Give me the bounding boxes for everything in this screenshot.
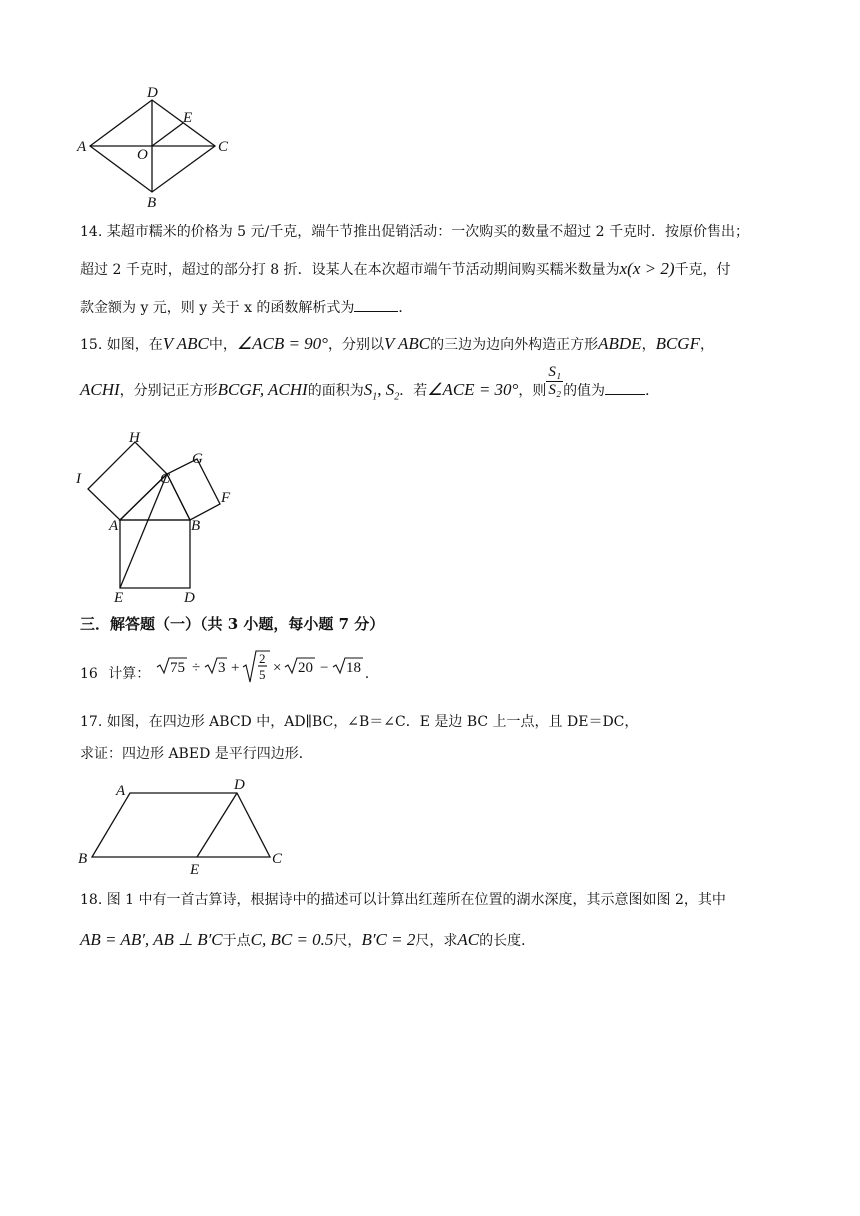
label-E: E [190,862,200,875]
q18-math-2: C, BC = 0.5 [250,930,334,949]
q18-text-1: 于点 [222,933,251,949]
q18-text-3: 尺，求 [415,933,458,949]
label-B: B [147,195,157,210]
q15-square-bcgf: BCGF [655,334,700,353]
q16-radicand-18: 18 [345,660,361,676]
q15-triangle-2: V ABC [383,334,431,353]
q18-math-3: B′C = 2 [361,930,416,949]
q16-frac-num: 2 [258,651,266,666]
q14-x-condition: x(x > 2) [619,259,675,278]
q15-text-d: 的三边为边向外构造正方形 [430,337,599,353]
q16-frac-den: 5 [258,667,266,682]
q16-radicand-75: 75 [169,660,185,676]
label-B: B [78,851,88,867]
q16-minus: − [319,660,329,676]
q15-text-c: ，分别以 [327,337,384,353]
q14-line3 [80,297,412,318]
q15-frac-num: S₁ [548,363,562,380]
q15-fraction [546,364,563,399]
q15-text-g: ．若 [399,383,428,399]
label-A: A [109,518,119,534]
label-C: C [272,851,283,867]
q14-line3-post: ． [398,300,413,316]
q14-line3-pre: 款金额为 y 元，则 y 关于 x 的函数解析式为 [80,300,355,316]
section-heading: 三．解答题（一）（共 3 小题，每小题 7 分） [80,615,385,633]
label-D: D [234,777,245,793]
q17-line2: 求证：四边形 ABED 是平行四边形． [80,746,313,762]
q14-answer-blank [354,297,398,312]
q15-angle-ace: ∠ACE = 30° [427,380,519,399]
label-D: D [184,590,195,606]
q18-math-4: AC [457,930,480,949]
q16-number: 16 [80,666,98,682]
q15-frac-den: S₂ [548,381,562,398]
q16-expression [155,646,365,688]
q15-text-h: ，则 [518,383,547,399]
q16-divide: ÷ [191,660,200,676]
quadrilateral-figure [70,775,300,875]
q15-s1: $S_1$ [363,380,378,403]
q15-square-abde: ABDE [598,334,642,353]
q15-text-f: 的面积为 [307,383,364,399]
label-A: A [77,139,87,155]
q15-sep: , [377,380,386,399]
q15-triangle-1: V ABC [162,334,209,353]
q16-radicand-3: 3 [217,660,226,676]
q15-text-i: 的值为 [563,383,606,399]
q15-angle-acb: ∠ACB = 90° [236,334,328,353]
q18-text-2: 尺， [333,933,362,949]
q15-text-e: ，分别记正方形 [119,383,218,399]
label-I: I [76,471,81,487]
q16-line [80,651,370,688]
label-H: H [129,430,140,446]
label-A: A [116,783,126,799]
q15-comma-1: ， [641,337,656,353]
q16-times: × [272,660,282,676]
q15-squares: BCGF, ACHI [217,380,308,399]
q18-line1: 18. 图 1 中有一首古算诗，根据诗中的描述可以计算出红莲所在位置的湖水深度，其示意图如图 2，其中 [80,892,726,908]
q16-end: . [364,666,370,682]
q14-line2-pre: 超过 2 千克时，超过的部分打 8 折．设某人在本次超市端午节活动期间购买糯米数量为 [80,262,620,278]
label-G: G [192,451,203,467]
q18-text-4: 的长度． [479,933,536,949]
squares-figure [70,425,250,610]
q14-line2 [80,259,731,280]
q15-square-achi: ACHI [80,380,120,399]
q18-math-1: AB = AB′, AB ⊥ B′C [80,930,223,949]
q15-s2: $S_2$ [385,380,400,403]
q18-line2 [80,930,535,951]
q14-line1: 14. 某超市糯米的价格为 5 元/千克，端午节推出促销活动：一次购买的数量不超过 2 千克时．按原价售出； [80,224,750,240]
q14-line2-post: 千克，付 [674,262,731,278]
q15-text-j: ． [645,383,660,399]
q15-line1 [80,334,714,355]
label-E: E [183,110,193,126]
label-C: C [160,471,171,487]
label-C: C [218,139,229,155]
label-B: B [191,518,201,534]
q15-line2 [80,363,660,407]
q15-text-a: 15. 如图，在 [80,337,163,353]
label-O: O [137,147,148,163]
q16-plus: + [230,660,240,676]
q17-line1: 17. 如图，在四边形 ABCD 中，AD∥BC，∠B＝∠C．E 是边 BC 上一点，且 DE＝DC， [80,714,639,730]
q15-answer-blank [605,380,645,395]
label-F: F [221,490,231,506]
rhombus-figure [70,80,240,210]
q16-radicand-20: 20 [297,660,313,676]
q16-label: 计算： [108,666,151,682]
q15-comma-2: ， [699,337,714,353]
q15-text-b: 中， [208,337,237,353]
label-D: D [147,85,158,101]
label-E: E [114,590,124,606]
